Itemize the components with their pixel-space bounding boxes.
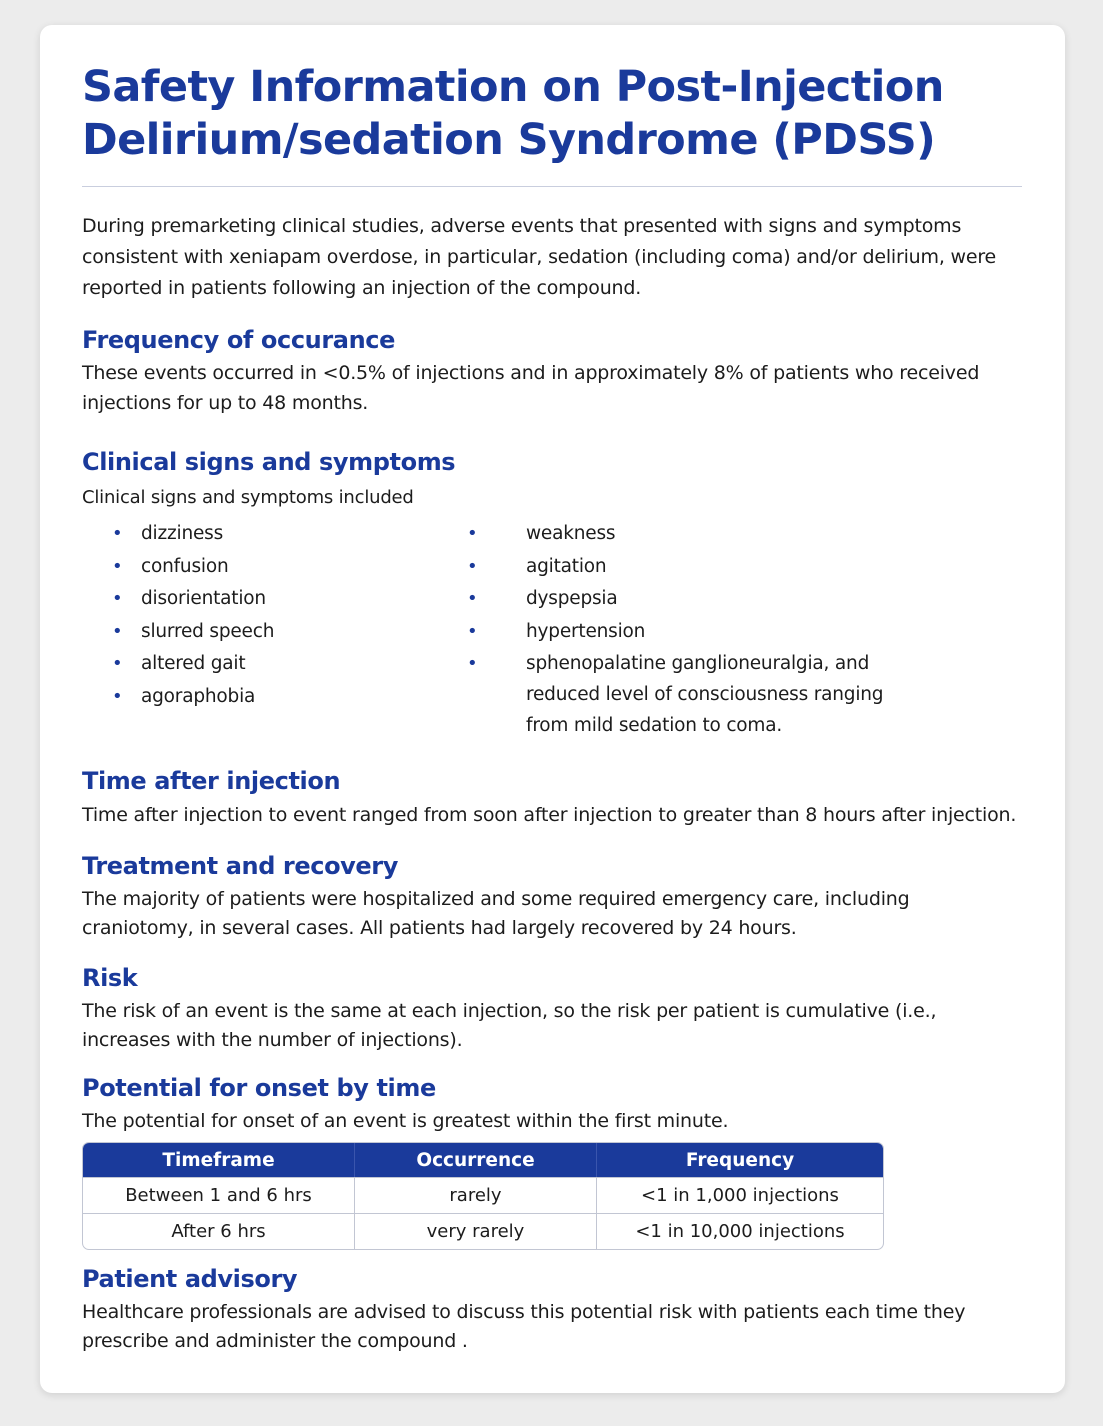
table-header-row (83, 1143, 883, 1177)
bullet-icon: • (112, 555, 123, 577)
bullet-icon: • (112, 620, 123, 642)
clinical-intro: Clinical signs and symptoms included (82, 487, 414, 508)
frequency-heading: Frequency of occurance (82, 326, 395, 354)
list-item: • slurred speech (82, 616, 467, 649)
list-item: • disorientation (82, 583, 467, 616)
bullet-icon: • (112, 523, 123, 544)
frequency-text: These events occurred in <0.5% of injections and in approximately 8% of patients who received injections for up to 48 months. (82, 362, 980, 414)
advisory-heading: Patient advisory (82, 1265, 298, 1293)
list-item: • dizziness (82, 518, 467, 551)
bullet-icon: • (467, 555, 478, 577)
onset-table (82, 1142, 884, 1250)
time-after-heading: Time after injection (82, 767, 341, 795)
intro-paragraph: During premarketing clinical studies, adverse events that presented with signs and symptoms consistent with xeniapam overdose, in particular, sedation (including coma) and/or delirium, were reported in patients following an injection of the compound. (82, 215, 997, 299)
document-card (40, 25, 1065, 1393)
list-item: • weakness (467, 518, 867, 551)
bullet-icon: • (112, 588, 123, 609)
table-cell: very rarely (355, 1213, 597, 1249)
list-item: • agitation (467, 551, 867, 584)
list-item: • hypertension (467, 616, 867, 649)
treatment-heading: Treatment and recovery (82, 852, 398, 880)
time-after-text: Time after injection to event ranged from soon after injection to greater than 8 hours after injection. (82, 804, 1017, 826)
page-title: Safety Information on Post-Injection Delirium/sedation Syndrome (PDSS) (82, 62, 944, 165)
table-cell: After 6 hrs (83, 1213, 355, 1249)
list-item: • agoraphobia (82, 681, 467, 714)
bullet-icon: • (467, 620, 478, 642)
table-header-cell: Occurrence (355, 1143, 597, 1177)
risk-text: The risk of an event is the same at each injection, so the risk per patient is cumulative (i.e., increases with the number of injections). (82, 1000, 937, 1051)
table-cell: <1 in 10,000 injections (597, 1213, 883, 1249)
table-header-cell: Timeframe (83, 1143, 355, 1177)
bullet-icon: • (467, 588, 478, 609)
advisory-text: Healthcare professionals are advised to discuss this potential risk with patients each time they prescribe and administer the compound . (82, 1301, 966, 1352)
table-row (83, 1177, 883, 1213)
list-item: • dyspepsia (467, 583, 867, 616)
list-item: • confusion (82, 551, 467, 584)
risk-heading: Risk (82, 964, 138, 992)
bullet-icon: • (112, 685, 123, 707)
clinical-heading: Clinical signs and symptoms (82, 448, 456, 476)
symptoms-list (82, 518, 1023, 741)
table-cell: rarely (355, 1177, 597, 1213)
table-header-cell: Frequency (597, 1143, 883, 1177)
table-cell: <1 in 1,000 injections (597, 1177, 883, 1213)
onset-text: The potential for onset of an event is greatest within the first minute. (82, 1110, 729, 1132)
title-divider (82, 186, 1022, 187)
bullet-icon: • (467, 653, 478, 674)
symptoms-column-right (467, 518, 884, 741)
onset-heading: Potential for onset by time (82, 1074, 436, 1102)
list-item: • altered gait (82, 648, 467, 681)
table-row (83, 1213, 883, 1249)
table-cell: Between 1 and 6 hrs (83, 1177, 355, 1213)
bullet-icon: • (467, 523, 478, 544)
symptoms-column-left (82, 518, 467, 741)
list-item: • sphenopalatine ganglioneuralgia, and reduced level of consciousness ranging from mild sedation to coma. (467, 648, 886, 741)
bullet-icon: • (112, 653, 123, 674)
treatment-text: The majority of patients were hospitalized and some required emergency care, including craniotomy, in several cases. All patients had largely recovered by 24 hours. (82, 888, 910, 939)
